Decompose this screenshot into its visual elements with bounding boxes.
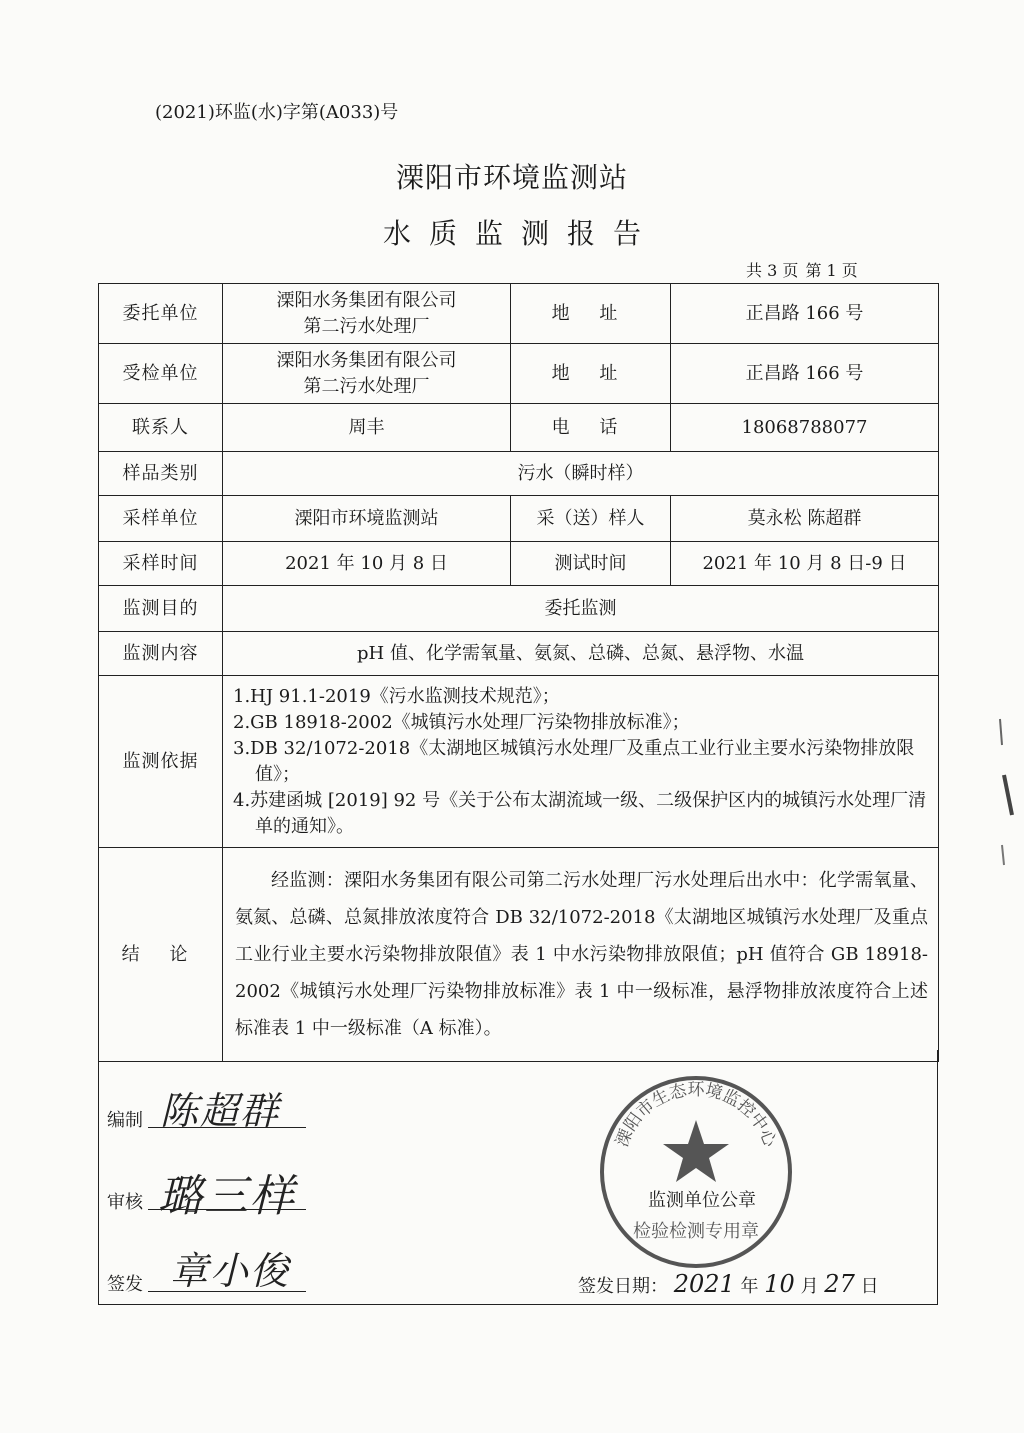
purpose-value: 委托监测 xyxy=(223,586,939,632)
sampling-unit-label: 采样单位 xyxy=(99,496,223,542)
reviewer-label: 审核 xyxy=(107,1192,143,1213)
report-title: 水质监测报告 xyxy=(382,217,659,250)
document-number: (2021)环监(水)字第(A033)号 xyxy=(155,102,399,123)
basis-item: 1.HJ 91.1-2019《污水监测技术规范》； xyxy=(233,685,560,707)
report-table xyxy=(98,283,939,1062)
compiler-label: 编制 xyxy=(107,1110,143,1131)
issue-date xyxy=(578,1270,879,1298)
inspected-value xyxy=(223,344,511,404)
table-row xyxy=(99,404,939,452)
basis-item: 4.苏建函城 [2019] 92 号《关于公布太湖流域一级、二级保护区内的城镇污水处理厂清单的通知》。 xyxy=(233,789,927,837)
phone-label: 电 话 xyxy=(511,404,671,452)
table-row xyxy=(99,452,939,496)
content-label: 监测内容 xyxy=(99,632,223,676)
issuer-label: 签发 xyxy=(107,1274,143,1295)
client-label: 委托单位 xyxy=(99,284,223,344)
sample-type-label: 样品类别 xyxy=(99,452,223,496)
content-value: pH 值、化学需氧量、氨氮、总磷、总氮、悬浮物、水温 xyxy=(223,632,939,676)
purpose-label: 监测目的 xyxy=(99,586,223,632)
sampling-time-value: 2021 年 10 月 8 日 xyxy=(223,542,511,586)
seal-bottom-text: 检验检测专用章 xyxy=(633,1221,759,1242)
contact-value: 周丰 xyxy=(223,404,511,452)
page-current: 第 1 页 xyxy=(805,261,858,280)
inspected-label: 受检单位 xyxy=(99,344,223,404)
test-time-value: 2021 年 10 月 8 日-9 日 xyxy=(671,542,939,586)
conclusion-text: 经监测：溧阳水务集团有限公司第二污水处理厂污水处理后出水中：化学需氧量、氨氮、总磷、总氮排放浓度符合 DB 32/1072-2018《太湖地区城镇污水处理厂及重点工业行业主要水污染物排放限值》表 1 中水污染物排放限值；pH 值符合 GB 18918-2002《城镇污水处理厂污染物排放标准》表 1 中一级标准，悬浮物排放浓度符合上述标准表 1 中一级标准（A 标准）。 xyxy=(235,870,928,1039)
basis-item: 3.DB 32/1072-2018《太湖地区城镇污水处理厂及重点工业行业主要水污染物排放限值》； xyxy=(233,737,915,785)
client-value-line2: 第二污水处理厂 xyxy=(303,315,430,337)
issue-date-day-unit: 日 xyxy=(860,1276,879,1297)
seal-star-icon xyxy=(663,1120,729,1182)
table-row xyxy=(99,542,939,586)
issue-date-label: 签发日期： xyxy=(578,1276,668,1297)
issuer-signature: 章小俊 xyxy=(170,1249,291,1293)
seal-label: 监测单位公章 xyxy=(648,1190,756,1211)
client-address: 正昌路 166 号 xyxy=(671,284,939,344)
page-total: 共 3 页 xyxy=(746,261,799,280)
inspected-address: 正昌路 166 号 xyxy=(671,344,939,404)
issue-date-day: 27 xyxy=(824,1270,855,1298)
page-edge-marks xyxy=(994,715,1018,875)
table-row xyxy=(99,496,939,542)
address-label-2: 地 址 xyxy=(511,344,671,404)
basis-list xyxy=(223,676,939,848)
organization-title: 溧阳市环境监测站 xyxy=(395,161,628,194)
table-row xyxy=(99,848,939,1062)
table-row xyxy=(99,586,939,632)
client-value-line1: 溧阳水务集团有限公司 xyxy=(276,289,457,311)
seal-ring-text: 溧阳市生态环境监控中心 xyxy=(612,1080,780,1150)
table-row xyxy=(99,284,939,344)
conclusion-cell xyxy=(223,848,939,1062)
page-indicator xyxy=(746,258,860,281)
test-time-label: 测试时间 xyxy=(511,542,671,586)
table-row xyxy=(99,676,939,848)
basis-label: 监测依据 xyxy=(99,676,223,848)
inspected-value-line2: 第二污水处理厂 xyxy=(303,375,430,397)
official-seal xyxy=(596,1072,796,1272)
issue-date-month: 10 xyxy=(764,1270,795,1298)
client-value xyxy=(223,284,511,344)
reviewer-signature: 璐三样 xyxy=(158,1171,296,1222)
address-label: 地 址 xyxy=(511,284,671,344)
sampler-label: 采（送）样人 xyxy=(511,496,671,542)
basis-item: 2.GB 18918-2002《城镇污水处理厂污染物排放标准》； xyxy=(233,711,690,733)
issue-date-month-unit: 月 xyxy=(800,1276,819,1297)
sampling-unit-value: 溧阳市环境监测站 xyxy=(223,496,511,542)
table-row xyxy=(99,632,939,676)
issue-date-year-unit: 年 xyxy=(740,1276,759,1297)
compiler-signature: 陈超群 xyxy=(160,1089,281,1133)
inspected-value-line1: 溧阳水务集团有限公司 xyxy=(276,349,457,371)
sample-type-value: 污水（瞬时样） xyxy=(223,452,939,496)
sampling-time-label: 采样时间 xyxy=(99,542,223,586)
issue-date-year: 2021 xyxy=(673,1270,735,1298)
sampler-value: 莫永松 陈超群 xyxy=(671,496,939,542)
table-row xyxy=(99,344,939,404)
conclusion-label: 结 论 xyxy=(99,848,223,1062)
phone-value: 18068788077 xyxy=(671,404,939,452)
contact-label: 联系人 xyxy=(99,404,223,452)
